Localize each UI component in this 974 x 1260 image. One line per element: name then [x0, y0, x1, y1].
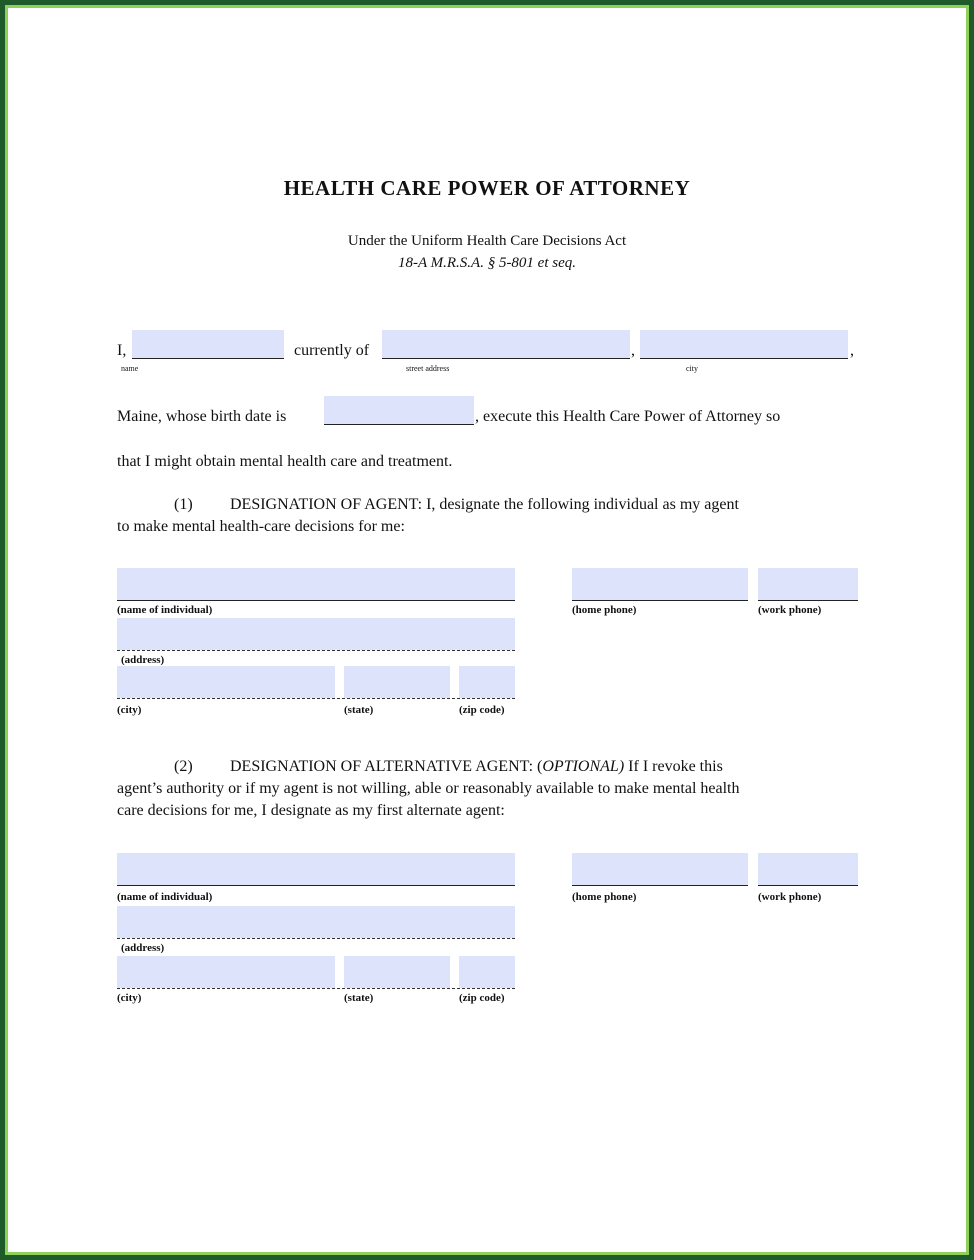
document-page [5, 5, 969, 1255]
alt-agent-zip-label: (zip code) [459, 992, 505, 1004]
agent-work-phone-label: (work phone) [758, 604, 822, 616]
agent-city-underline [117, 698, 515, 699]
section1-heading: DESIGNATION OF AGENT: I, designate the following individual as my agent [230, 496, 739, 513]
alt-agent-city-field[interactable] [117, 956, 335, 988]
intro-i: I, [117, 342, 127, 359]
agent-home-phone-label: (home phone) [572, 604, 637, 616]
agent-zip-label: (zip code) [459, 704, 505, 716]
agent-city-label: (city) [117, 704, 142, 716]
agent-address-field[interactable] [117, 618, 515, 650]
agent-name-field[interactable] [117, 568, 515, 601]
section1-number: (1) [174, 496, 193, 513]
section2-number: (2) [174, 758, 193, 775]
section2-heading-tail: If I revoke this [624, 758, 723, 775]
intro-comma-2: , [850, 342, 854, 359]
section2-optional: OPTIONAL) [542, 758, 625, 775]
section2-heading-main: DESIGNATION OF ALTERNATIVE AGENT: ( [230, 758, 543, 775]
agent-address-underline [117, 650, 515, 651]
agent-address-label: (address) [121, 654, 165, 666]
alt-agent-city-label: (city) [117, 992, 142, 1004]
principal-street-field[interactable] [382, 330, 630, 359]
intro-currently-of: currently of [294, 342, 370, 359]
alt-agent-address-field[interactable] [117, 906, 515, 938]
alt-agent-state-field[interactable] [344, 956, 450, 988]
intro-comma-1: , [631, 342, 635, 359]
alt-agent-name-field[interactable] [117, 853, 515, 886]
alt-agent-address-underline [117, 938, 515, 939]
intro-execute: , execute this Health Care Power of Attorney so [475, 408, 781, 425]
intro-purpose: that I might obtain mental health care and treatment. [117, 453, 453, 470]
principal-city-field[interactable] [640, 330, 848, 359]
alt-agent-work-phone-field[interactable] [758, 853, 858, 886]
intro-maine-birth: Maine, whose birth date is [117, 408, 287, 425]
document-subtitle: Under the Uniform Health Care Decisions Act [347, 233, 627, 249]
birth-date-field[interactable] [324, 396, 474, 425]
section2-text-line3: care decisions for me, I designate as my first alternate agent: [117, 802, 505, 819]
statute-citation: 18-A M.R.S.A. § 5-801 et seq. [397, 255, 577, 271]
agent-home-phone-field[interactable] [572, 568, 748, 601]
agent-name-label: (name of individual) [117, 604, 213, 616]
agent-work-phone-field[interactable] [758, 568, 858, 601]
section2-heading [230, 758, 723, 776]
alt-agent-address-label: (address) [121, 942, 165, 954]
alt-agent-work-phone-label: (work phone) [758, 891, 822, 903]
section2-text-line2: agent’s authority or if my agent is not willing, able or reasonably available to make mental health [117, 780, 740, 797]
alt-agent-home-phone-field[interactable] [572, 853, 748, 886]
city-caption: city [686, 364, 698, 373]
document-title: HEALTH CARE POWER OF ATTORNEY [283, 176, 691, 200]
principal-name-field[interactable] [132, 330, 284, 359]
agent-state-label: (state) [344, 704, 374, 716]
street-address-caption: street address [406, 364, 450, 373]
section1-text: to make mental health-care decisions for me: [117, 518, 405, 535]
alt-agent-zip-field[interactable] [459, 956, 515, 988]
agent-city-field[interactable] [117, 666, 335, 698]
name-caption: name [121, 364, 139, 373]
agent-state-field[interactable] [344, 666, 450, 698]
alt-agent-name-label: (name of individual) [117, 891, 213, 903]
agent-zip-field[interactable] [459, 666, 515, 698]
alt-agent-home-phone-label: (home phone) [572, 891, 637, 903]
alt-agent-state-label: (state) [344, 992, 374, 1004]
alt-agent-city-underline [117, 988, 515, 989]
